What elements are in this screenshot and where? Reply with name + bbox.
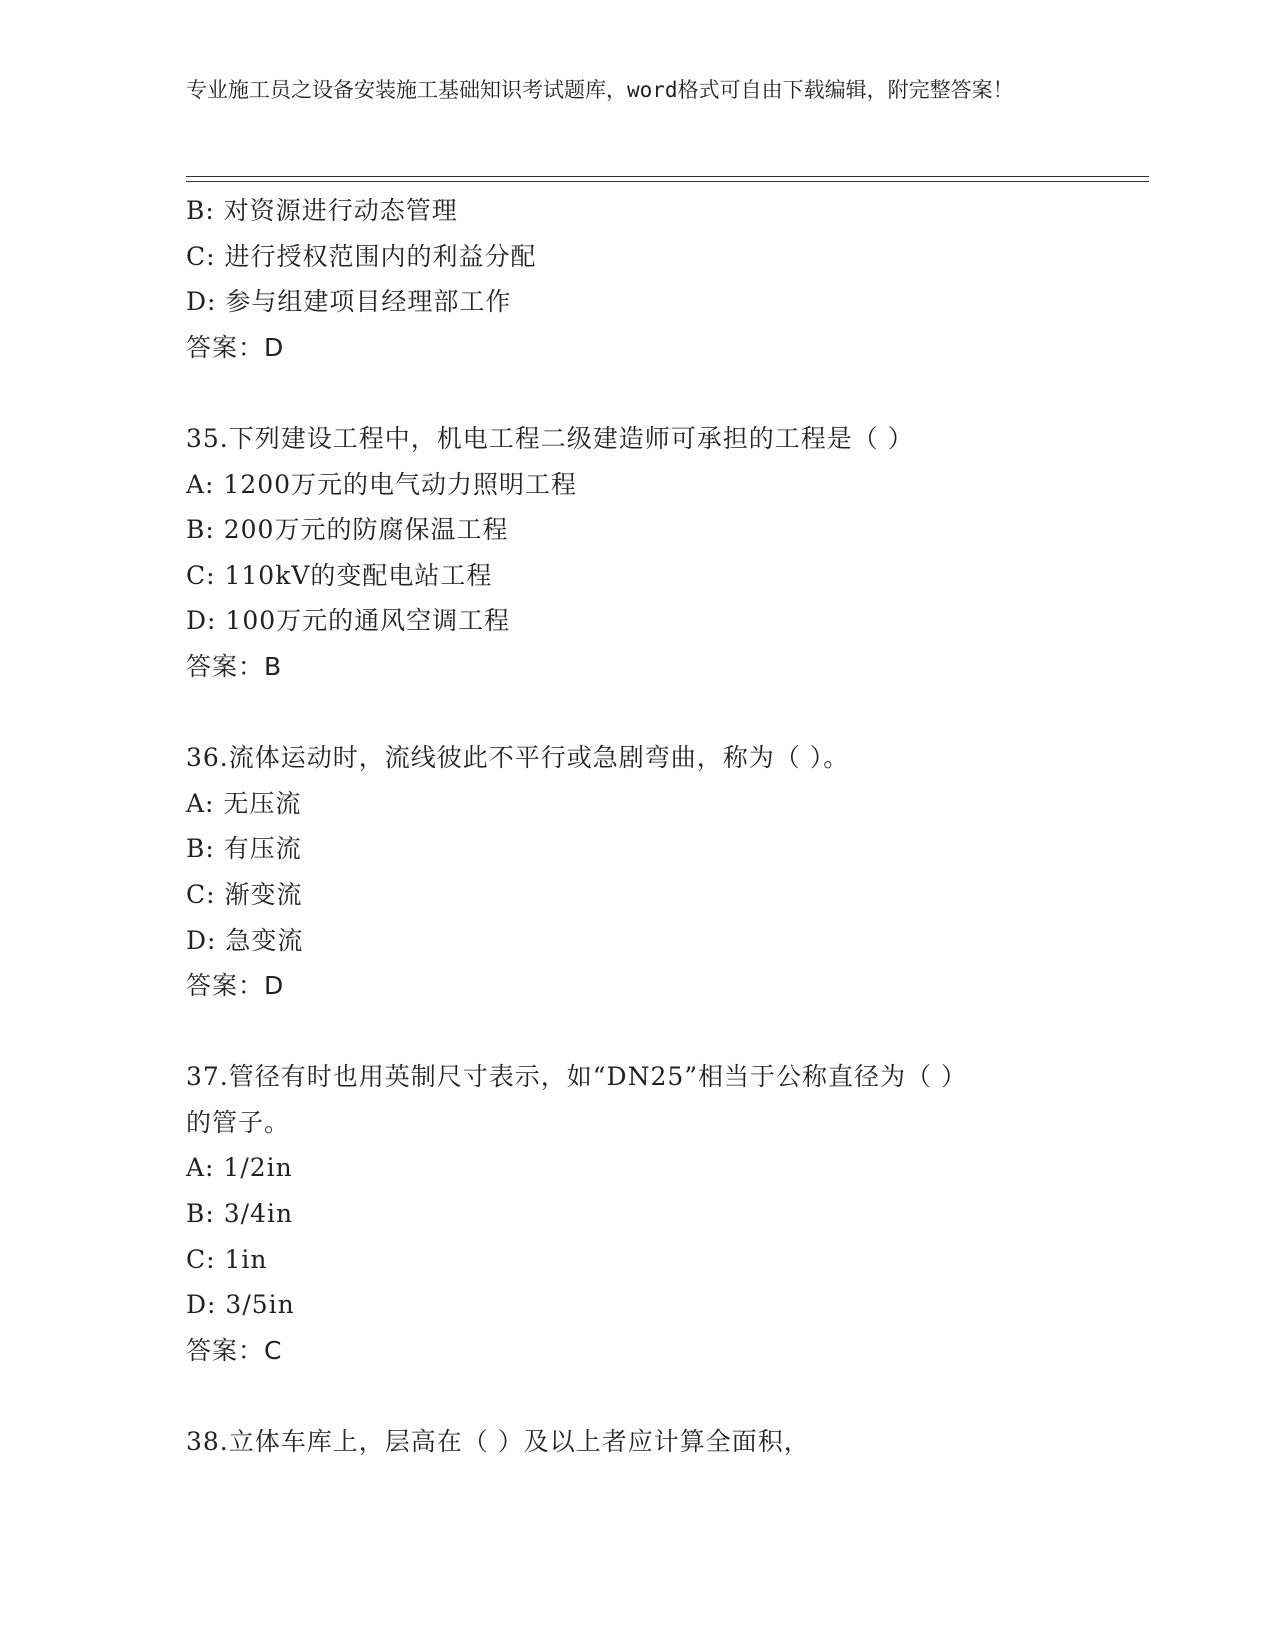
option-b: B: 3/4in xyxy=(186,1199,294,1229)
option-c: C: 110kV的变配电站工程 xyxy=(186,560,493,590)
question-36 xyxy=(186,735,1116,1009)
answer-line: 答案：B xyxy=(186,651,283,681)
option-c: C: 1in xyxy=(186,1244,268,1274)
option-c: C: 渐变流 xyxy=(186,879,303,909)
option-d: D: 参与组建项目经理部工作 xyxy=(186,287,512,317)
question-stem-line-2: 的管子。 xyxy=(186,1107,291,1137)
option-d: D: 3/5in xyxy=(186,1290,295,1320)
question-list xyxy=(186,188,1116,1465)
answer-line: 答案：D xyxy=(186,332,285,362)
option-a: A: 1200万元的电气动力照明工程 xyxy=(186,469,578,499)
option-a: A: 1/2in xyxy=(186,1153,293,1183)
option-b: B: 对资源进行动态管理 xyxy=(186,196,458,225)
prev-question-block xyxy=(186,188,1116,370)
option-b: B: 有压流 xyxy=(186,834,302,864)
document-header: 专业施工员之设备安装施工基础知识考试题库，word格式可自由下载编辑，附完整答案！ xyxy=(186,78,1014,102)
option-d: D: 急变流 xyxy=(186,925,304,955)
option-d: D: 100万元的通风空调工程 xyxy=(186,606,511,636)
answer-line: 答案：D xyxy=(186,971,285,1001)
header-divider-top xyxy=(186,176,1149,177)
question-stem: 36.流体运动时，流线彼此不平行或急剧弯曲，称为（ ）。 xyxy=(186,743,850,773)
question-stem: 38.立体车库上，层高在（ ）及以上者应计算全面积， xyxy=(186,1427,810,1457)
question-38 xyxy=(186,1419,1116,1465)
header-divider-bottom xyxy=(186,181,1149,182)
question-37 xyxy=(186,1054,1116,1373)
option-a: A: 无压流 xyxy=(186,788,302,818)
option-c: C: 进行授权范围内的利益分配 xyxy=(186,241,537,271)
question-stem-line-1: 37.管径有时也用英制尺寸表示，如“DN25”相当于公称直径为（ ） xyxy=(186,1062,967,1092)
option-b: B: 200万元的防腐保温工程 xyxy=(186,515,509,545)
question-35 xyxy=(186,416,1116,690)
question-stem: 35.下列建设工程中，机电工程二级建造师可承担的工程是（ ） xyxy=(186,423,914,453)
answer-line: 答案：C xyxy=(186,1335,283,1365)
